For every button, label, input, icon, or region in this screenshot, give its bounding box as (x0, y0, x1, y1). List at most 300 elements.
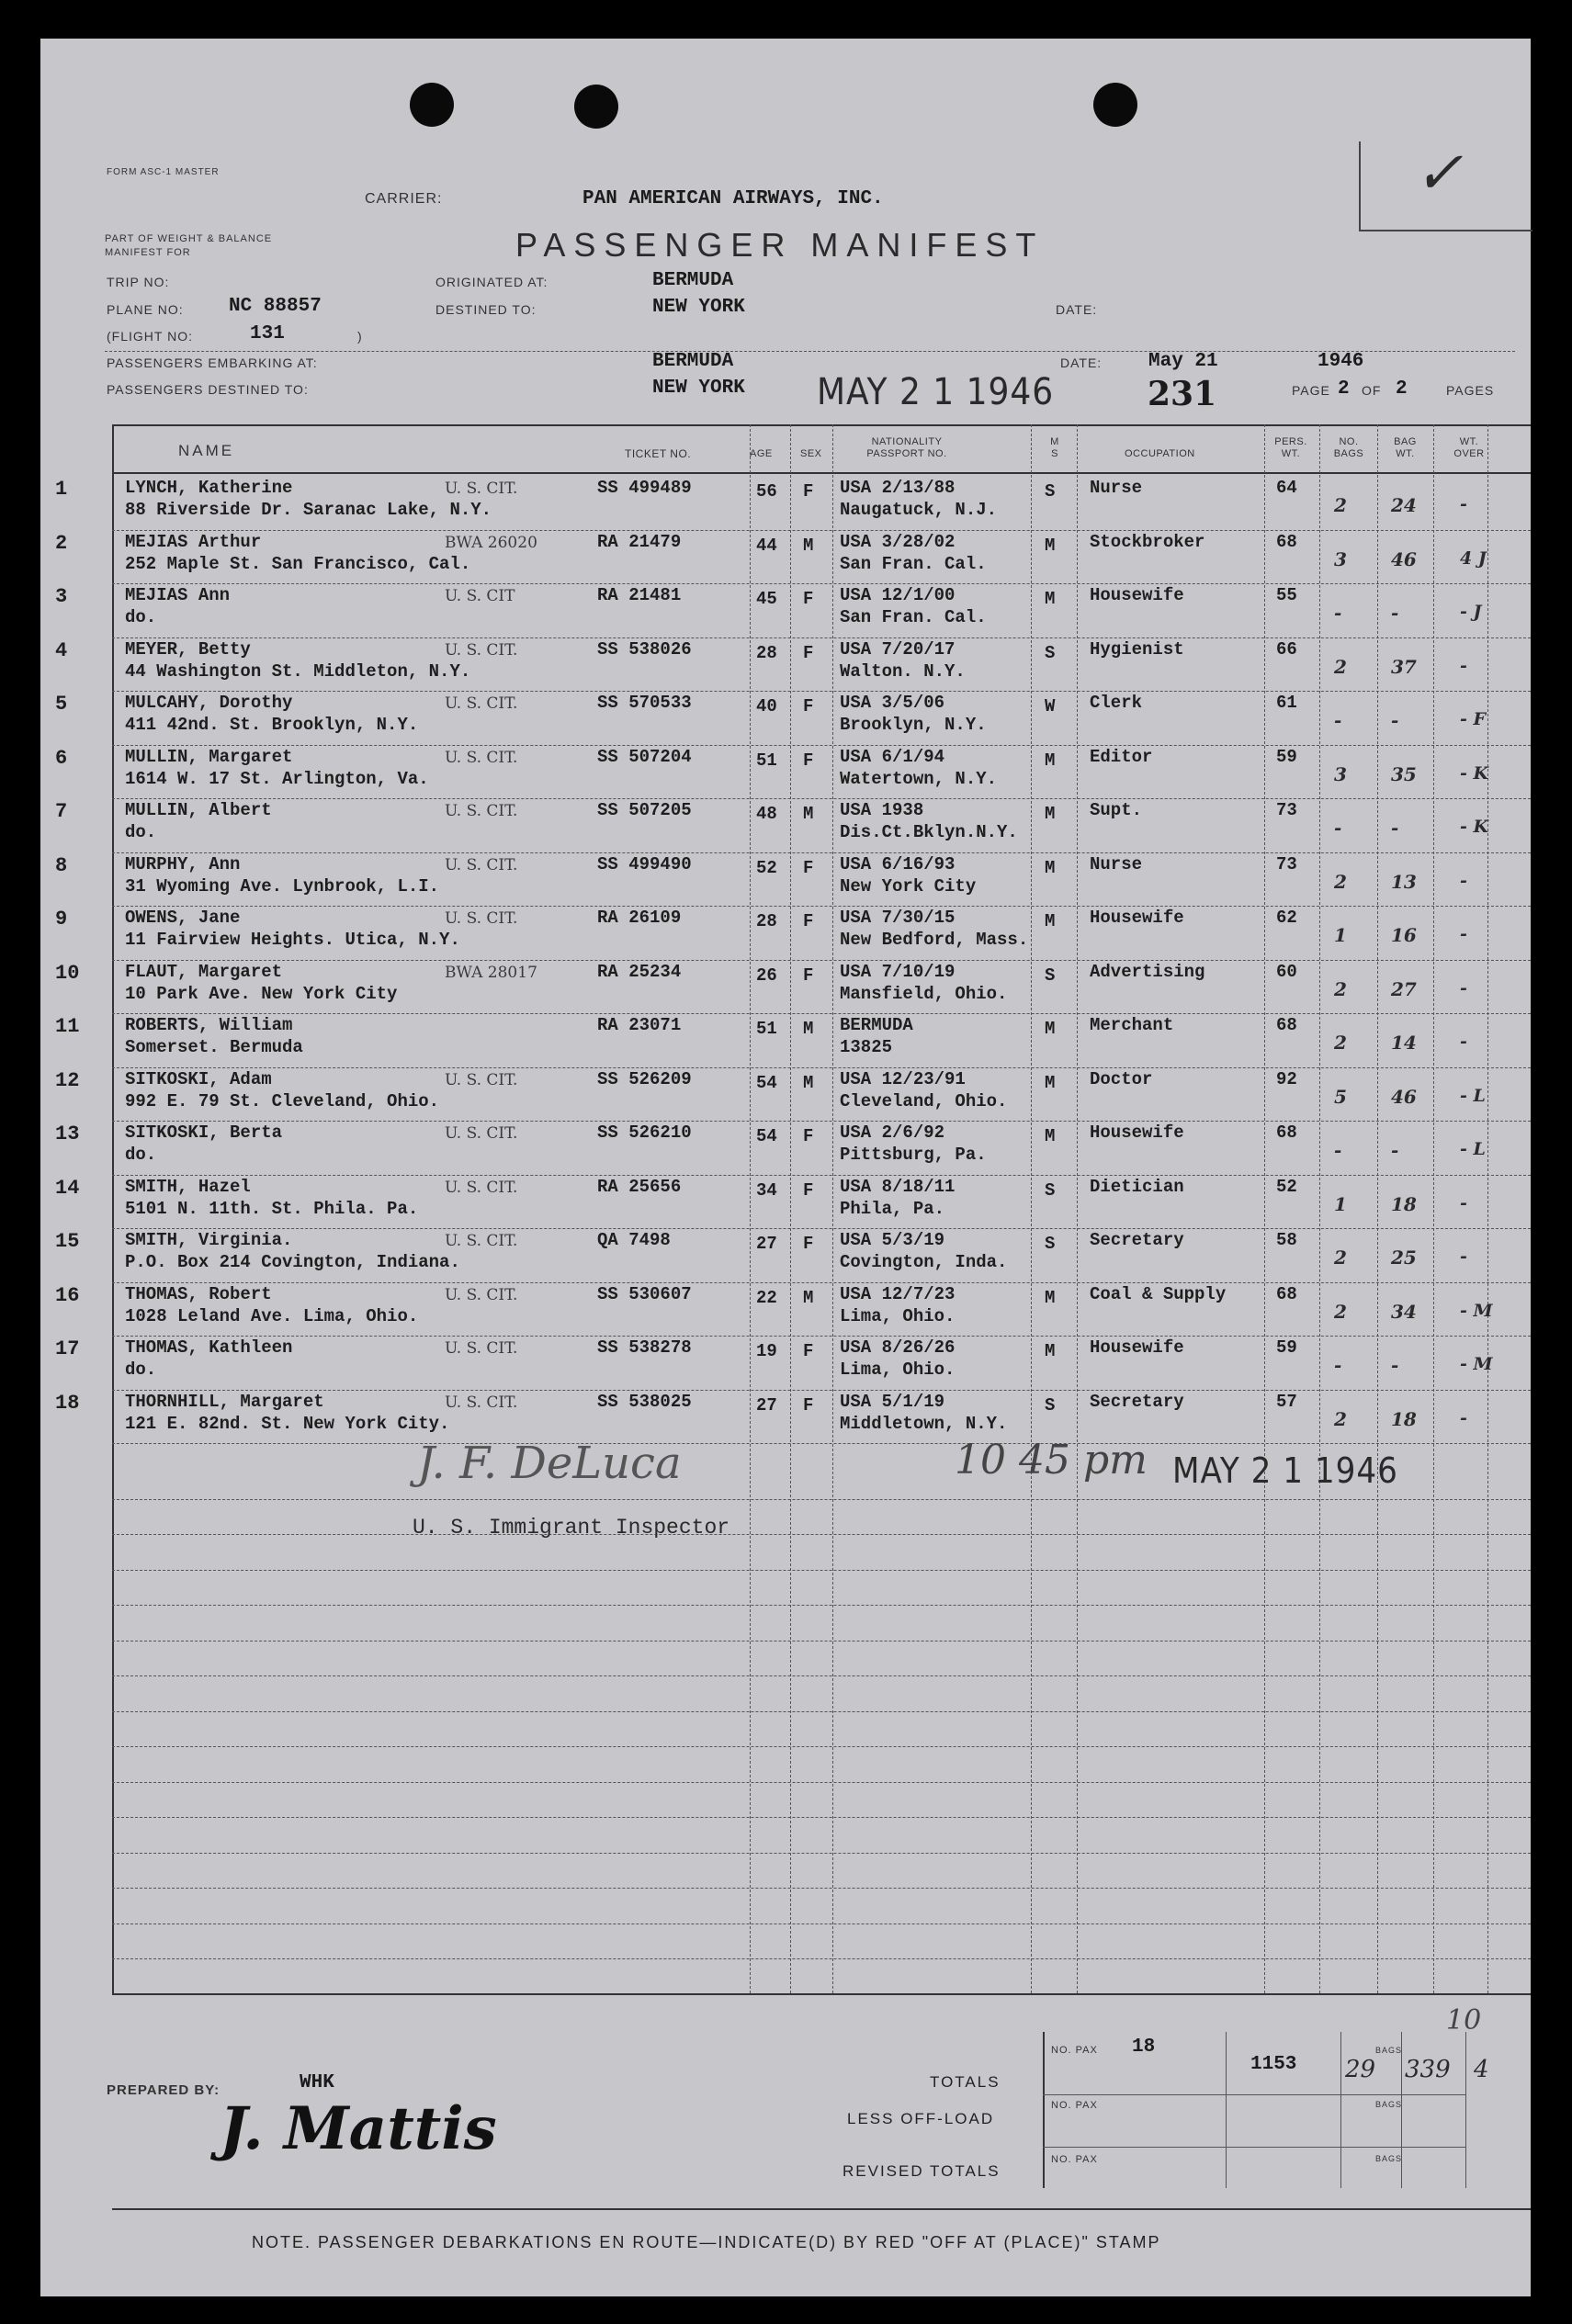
of-value: 2 (1396, 378, 1408, 400)
sex: F (803, 642, 814, 663)
row-rule (112, 583, 1531, 584)
table-row (40, 639, 1531, 693)
occupation: Stockbroker (1090, 531, 1205, 552)
birthplace: Mansfield, Ohio. (840, 983, 1008, 1004)
occupation: Coal & Supply (1090, 1283, 1227, 1304)
age: 27 (756, 1394, 777, 1416)
age: 48 (756, 804, 777, 824)
row-rule (112, 637, 1531, 638)
passenger-address: 252 Maple St. San Francisco, Cal. (125, 553, 471, 574)
row-rule (112, 1067, 1531, 1068)
citizenship-note: BWA 28017 (445, 963, 537, 982)
inspector-title: U. S. Immigrant Inspector (413, 1516, 730, 1540)
occupation: Secretary (1090, 1391, 1184, 1412)
age: 28 (756, 911, 777, 931)
ticket-number: RA 21481 (597, 585, 682, 605)
bag-weight: 24 (1391, 494, 1417, 516)
sex: F (803, 589, 814, 609)
row-number: 13 (55, 1123, 80, 1145)
birthplace: Lima, Ohio. (840, 1359, 956, 1380)
passenger-name: MURPHY, Ann (125, 853, 241, 874)
weight-over: - L (1460, 1085, 1486, 1106)
page-title: PASSENGER MANIFEST (515, 226, 1045, 264)
row-rule (112, 530, 1531, 531)
sex: F (803, 750, 814, 771)
passenger-address: 10 Park Ave. New York City (125, 983, 398, 1004)
marital-status: S (1045, 642, 1056, 663)
bag-weight: 18 (1391, 1192, 1417, 1215)
ticket-number: SS 538026 (597, 638, 692, 660)
weight-over: - (1460, 494, 1467, 514)
total-weight: 1153 (1250, 2054, 1297, 2075)
col-header-name: NAME (178, 442, 235, 459)
bag-weight: - (1391, 709, 1399, 731)
totals-label: TOTALS (930, 2073, 1001, 2091)
sex: F (803, 1179, 814, 1201)
trip-no-label: TRIP NO: (107, 275, 170, 289)
sex: F (803, 857, 814, 878)
bag-weight-total: 339 (1405, 2056, 1451, 2083)
birthplace: Pittsburg, Pa. (840, 1145, 987, 1165)
plane-no-label: PLANE NO: (107, 302, 184, 317)
row-number: 3 (55, 585, 68, 608)
row-number: 15 (55, 1230, 80, 1253)
citizenship-note: U. S. CIT (445, 587, 515, 605)
punch-hole (1093, 83, 1137, 127)
age: 22 (756, 1287, 777, 1308)
row-rule (112, 798, 1531, 799)
passenger-name: FLAUT, Margaret (125, 961, 283, 982)
citizenship-note: U. S. CIT. (445, 1070, 518, 1089)
number-of-bags: 2 (1334, 494, 1347, 516)
totals-col-line (1226, 2032, 1227, 2188)
table-row (40, 1123, 1531, 1176)
totals-top-rule (112, 1993, 1531, 1995)
col-header-age: AGE (750, 448, 773, 459)
sex: F (803, 696, 814, 716)
sex: F (803, 1341, 814, 1361)
row-rule (112, 1390, 1531, 1391)
row-rule (112, 1121, 1531, 1122)
birthplace: Watertown, N.Y. (840, 768, 998, 789)
row-rule (112, 960, 1531, 961)
weight-over: - J (1460, 602, 1482, 622)
marital-status: M (1045, 589, 1056, 609)
number-of-bags: 1 (1334, 1192, 1347, 1215)
birthplace: San Fran. Cal. (840, 607, 987, 627)
weight-over: - (1460, 870, 1467, 891)
passenger-name: THOMAS, Robert (125, 1283, 272, 1304)
personal-weight: 55 (1276, 585, 1297, 605)
bag-weight: 37 (1391, 655, 1417, 678)
birthplace: San Fran. Cal. (840, 553, 987, 574)
ticket-number: SS 507205 (597, 800, 692, 820)
prepared-by-label: PREPARED BY: (107, 2082, 221, 2098)
table-row (40, 1337, 1531, 1391)
over-total: 4 (1474, 2056, 1489, 2083)
footer-note: NOTE. PASSENGER DEBARKATIONS EN ROUTE—INDICATE(D) BY RED "OFF AT (PLACE)" STAMP (252, 2233, 1161, 2251)
bags-label-2: BAGS (1375, 2100, 1403, 2109)
bags-label-3: BAGS (1375, 2154, 1403, 2163)
occupation: Supt. (1090, 800, 1143, 820)
pages-label: PAGES (1446, 383, 1495, 398)
embarking-value: BERMUDA (652, 351, 734, 372)
passenger-address: 1614 W. 17 St. Arlington, Va. (125, 768, 429, 789)
sex: M (803, 1019, 814, 1039)
weight-over: - (1460, 1247, 1467, 1267)
weight-over: - (1460, 1407, 1467, 1428)
personal-weight: 59 (1276, 1337, 1297, 1358)
personal-weight: 68 (1276, 531, 1297, 552)
number-of-bags: 5 (1334, 1085, 1347, 1108)
passenger-name: THORNHILL, Margaret (125, 1391, 324, 1412)
number-of-bags: 2 (1334, 655, 1347, 678)
passenger-name: MULCAHY, Dorothy (125, 693, 293, 713)
passenger-address: 5101 N. 11th. St. Phila. Pa. (125, 1198, 419, 1219)
birthplace: New Bedford, Mass. (840, 930, 1029, 950)
personal-weight: 73 (1276, 853, 1297, 874)
sex: F (803, 481, 814, 502)
ticket-number: SS 499489 (597, 478, 692, 498)
number-of-bags: 3 (1334, 762, 1347, 785)
citizenship-note: U. S. CIT. (445, 855, 518, 874)
bag-weight: 34 (1391, 1300, 1417, 1323)
passenger-name: MEJIAS Arthur (125, 531, 262, 552)
manifest-for-label: MANIFEST FOR (105, 247, 191, 258)
sex: F (803, 965, 814, 986)
sex: M (803, 1072, 814, 1093)
weight-over: - (1460, 977, 1467, 998)
nationality-passport: USA 12/7/23 (840, 1283, 956, 1304)
marital-status: S (1045, 1179, 1056, 1201)
carrier-label: CARRIER: (365, 191, 443, 207)
col-header-bag-wt: BAG WT. (1394, 436, 1417, 459)
sex: F (803, 1234, 814, 1254)
punch-hole (574, 85, 618, 129)
age: 56 (756, 481, 777, 502)
weight-over: - K (1460, 817, 1489, 837)
passenger-name: THOMAS, Kathleen (125, 1337, 293, 1358)
citizenship-note: U. S. CIT. (445, 1124, 518, 1143)
marital-status: M (1045, 1287, 1056, 1308)
weight-over: - F (1460, 709, 1486, 729)
marital-status: S (1045, 1394, 1056, 1416)
ticket-number: RA 25656 (597, 1176, 682, 1197)
prepared-by-signature: J. Mattis (220, 2094, 497, 2163)
nationality-passport: USA 7/30/15 (840, 908, 956, 928)
originated-value: BERMUDA (652, 270, 734, 291)
totals-col-line (1340, 2032, 1341, 2188)
totals-rule (1043, 2147, 1465, 2148)
age: 26 (756, 965, 777, 986)
ticket-number: SS 538025 (597, 1391, 692, 1412)
occupation: Hygienist (1090, 638, 1184, 660)
number-of-bags: 2 (1334, 1300, 1347, 1323)
bag-weight: 13 (1391, 870, 1417, 893)
totals-col-line (1401, 2032, 1402, 2188)
table-row (40, 478, 1531, 531)
birthplace: Middletown, N.Y. (840, 1413, 1008, 1434)
occupation: Nurse (1090, 853, 1143, 874)
blank-row-rule (112, 1605, 1531, 1606)
revised-totals-label: REVISED TOTALS (843, 2162, 1001, 2180)
passenger-address: 1028 Leland Ave. Lima, Ohio. (125, 1305, 419, 1326)
nationality-passport: USA 2/6/92 (840, 1123, 945, 1143)
nationality-passport: USA 8/26/26 (840, 1337, 956, 1358)
age: 40 (756, 696, 777, 716)
destined-value: NEW YORK (652, 297, 745, 318)
sex: F (803, 911, 814, 931)
sex: F (803, 1126, 814, 1146)
table-top-rule (112, 424, 1531, 426)
birthplace: Phila, Pa. (840, 1198, 945, 1219)
destined-label: DESTINED TO: (435, 302, 537, 317)
passenger-address: 411 42nd. St. Brooklyn, N.Y. (125, 715, 419, 735)
age: 27 (756, 1234, 777, 1254)
ticket-number: SS 499490 (597, 853, 692, 874)
ticket-number: RA 21479 (597, 531, 682, 552)
col-header-occupation: OCCUPATION (1125, 448, 1195, 459)
weight-over: 4 J (1460, 547, 1487, 569)
embarking-label: PASSENGERS EMBARKING AT: (107, 355, 318, 370)
destined-passengers-label: PASSENGERS DESTINED TO: (107, 382, 309, 397)
number-of-bags: - (1334, 1139, 1342, 1161)
occupation: Housewife (1090, 1123, 1184, 1143)
bags-total: 29 (1345, 2056, 1376, 2083)
row-number: 16 (55, 1283, 80, 1307)
col-header-nationality: NATIONALITY PASSPORT NO. (866, 436, 947, 459)
passenger-name: MULLIN, Margaret (125, 746, 293, 767)
bag-weight: - (1391, 817, 1399, 839)
footer-rule (112, 2208, 1531, 2210)
blank-row-rule (112, 1534, 1531, 1535)
occupation: Nurse (1090, 478, 1143, 498)
marital-status: M (1045, 804, 1056, 824)
number-of-bags: 2 (1334, 1407, 1347, 1430)
divider (105, 351, 1515, 352)
passenger-address: 11 Fairview Heights. Utica, N.Y. (125, 930, 460, 950)
birthplace: 13825 (840, 1037, 893, 1057)
blank-row-rule (112, 1711, 1531, 1712)
less-offload-label: LESS OFF-LOAD (847, 2110, 995, 2127)
no-pax-value: 18 (1132, 2036, 1156, 2058)
row-number: 12 (55, 1068, 80, 1092)
destined-passengers-value: NEW YORK (652, 378, 745, 399)
nationality-passport: USA 6/1/94 (840, 746, 945, 767)
passenger-name: MEJIAS Ann (125, 585, 231, 605)
personal-weight: 68 (1276, 1123, 1297, 1143)
table-header-rule (112, 472, 1531, 474)
bags-label: BAGS (1375, 2046, 1403, 2055)
occupation: Merchant (1090, 1015, 1174, 1035)
bag-weight: 46 (1391, 1085, 1417, 1108)
marital-status: M (1045, 1341, 1056, 1361)
occupation: Doctor (1090, 1068, 1153, 1089)
passenger-name: SMITH, Virginia. (125, 1230, 293, 1250)
nationality-passport: USA 7/20/17 (840, 638, 956, 660)
weight-over: - M (1460, 1354, 1493, 1374)
prepared-by-initials: WHK (300, 2072, 334, 2093)
sex: M (803, 535, 814, 556)
marital-status: S (1045, 1234, 1056, 1254)
ticket-number: SS 507204 (597, 746, 692, 767)
ticket-number: SS 526209 (597, 1068, 692, 1089)
personal-weight: 66 (1276, 638, 1297, 660)
occupation: Housewife (1090, 1337, 1184, 1358)
birthplace: Dis.Ct.Bklyn.N.Y. (840, 822, 1018, 842)
marital-status: S (1045, 481, 1056, 502)
blank-row-rule (112, 1888, 1531, 1889)
personal-weight: 64 (1276, 478, 1297, 498)
row-rule (112, 1443, 1531, 1444)
personal-weight: 57 (1276, 1391, 1297, 1412)
nationality-passport: USA 3/28/02 (840, 531, 956, 552)
sex: F (803, 1394, 814, 1416)
occupation: Housewife (1090, 908, 1184, 928)
check-mark: ✓ (1414, 140, 1464, 208)
bag-weight: 14 (1391, 1032, 1417, 1054)
totals-col-line (1465, 2032, 1466, 2188)
row-number: 14 (55, 1176, 80, 1200)
marital-status: M (1045, 535, 1056, 556)
citizenship-note: BWA 26020 (445, 533, 537, 552)
passenger-name: LYNCH, Katherine (125, 478, 293, 498)
occupation: Clerk (1090, 693, 1143, 713)
inspection-time: 10 45 pm (955, 1437, 1148, 1484)
flight-no-close: ) (357, 329, 363, 344)
number-of-bags: - (1334, 709, 1342, 731)
occupation: Secretary (1090, 1230, 1184, 1250)
citizenship-note: U. S. CIT. (445, 748, 518, 767)
passenger-address: do. (125, 1145, 157, 1165)
weight-over: - (1460, 924, 1467, 944)
punch-hole (410, 83, 454, 127)
row-rule (112, 1336, 1531, 1337)
page-value: 2 (1338, 378, 1350, 400)
birthplace: New York City (840, 875, 977, 897)
personal-weight: 60 (1276, 961, 1297, 982)
manifest-sheet (40, 39, 1531, 2296)
occupation: Editor (1090, 746, 1153, 767)
age: 19 (756, 1341, 777, 1361)
citizenship-note: U. S. CIT. (445, 1339, 518, 1358)
ticket-number: SS 570533 (597, 693, 692, 713)
bag-weight: 16 (1391, 924, 1417, 946)
citizenship-note: U. S. CIT. (445, 694, 518, 713)
margin-note: 10 (1446, 2004, 1482, 2036)
age: 34 (756, 1179, 777, 1201)
row-number: 11 (55, 1015, 80, 1038)
passenger-address: do. (125, 1359, 157, 1380)
ticket-number: SS 526210 (597, 1123, 692, 1143)
table-row (40, 1177, 1531, 1230)
marital-status: W (1045, 696, 1056, 716)
nationality-passport: USA 8/18/11 (840, 1176, 956, 1197)
bag-weight: - (1391, 1354, 1399, 1376)
passenger-name: OWENS, Jane (125, 908, 241, 928)
bag-weight: 18 (1391, 1407, 1417, 1430)
age: 52 (756, 857, 777, 878)
citizenship-note: U. S. CIT. (445, 802, 518, 820)
ticket-number: SS 538278 (597, 1337, 692, 1358)
col-header-wt-over: WT. OVER (1453, 436, 1485, 459)
ticket-number: SS 530607 (597, 1283, 692, 1304)
col-header-ticket: TICKET NO. (625, 447, 692, 460)
table-row (40, 908, 1531, 961)
year-value: 1946 (1318, 351, 1364, 372)
passenger-address: do. (125, 822, 157, 842)
number-of-bags: 2 (1334, 977, 1347, 1000)
number-of-bags: - (1334, 602, 1342, 624)
row-number: 18 (55, 1391, 80, 1415)
bag-weight: 25 (1391, 1247, 1417, 1269)
table-row (40, 1230, 1531, 1283)
passenger-name: MULLIN, Albert (125, 800, 272, 820)
passenger-address: 88 Riverside Dr. Saranac Lake, N.Y. (125, 500, 492, 520)
flight-no-value: 131 (250, 323, 285, 344)
table-row (40, 854, 1531, 908)
sex: M (803, 1287, 814, 1308)
personal-weight: 52 (1276, 1176, 1297, 1197)
bag-weight: 27 (1391, 977, 1417, 1000)
date-label: DATE: (1056, 302, 1098, 317)
nationality-passport: USA 2/13/88 (840, 478, 956, 498)
plane-no-value: NC 88857 (229, 296, 322, 317)
blank-row-rule (112, 1499, 1531, 1500)
marital-status: M (1045, 857, 1056, 878)
age: 44 (756, 535, 777, 556)
bag-weight: 46 (1391, 547, 1417, 570)
age: 51 (756, 750, 777, 771)
passenger-address: Somerset. Bermuda (125, 1037, 303, 1057)
table-row (40, 1015, 1531, 1068)
nationality-passport: USA 6/16/93 (840, 853, 956, 874)
date-label-2: DATE: (1060, 355, 1103, 370)
table-row (40, 532, 1531, 585)
number-of-bags: 1 (1334, 924, 1347, 946)
row-number: 7 (55, 800, 68, 823)
citizenship-note: U. S. CIT. (445, 1232, 518, 1250)
totals-rule (1043, 2094, 1465, 2095)
personal-weight: 61 (1276, 693, 1297, 713)
age: 28 (756, 642, 777, 663)
age: 51 (756, 1019, 777, 1039)
table-row (40, 747, 1531, 800)
no-pax-label: NO. PAX (1051, 2045, 1098, 2056)
citizenship-note: U. S. CIT. (445, 1285, 518, 1304)
marital-status: M (1045, 1072, 1056, 1093)
personal-weight: 59 (1276, 746, 1297, 767)
blank-row-rule (112, 1817, 1531, 1818)
birthplace: Brooklyn, N.Y. (840, 715, 987, 735)
table-row (40, 585, 1531, 638)
inspection-date-stamp: MAY 2 1 1946 (1172, 1450, 1398, 1491)
passenger-name: MEYER, Betty (125, 638, 251, 660)
passenger-address: P.O. Box 214 Covington, Indiana. (125, 1252, 460, 1272)
age: 54 (756, 1072, 777, 1093)
date-value: May 21 (1148, 351, 1218, 372)
marital-status: M (1045, 1019, 1056, 1039)
citizenship-note: U. S. CIT. (445, 909, 518, 928)
weight-over: - (1460, 655, 1467, 676)
passenger-name: SITKOSKI, Adam (125, 1068, 272, 1089)
col-header-no-bags: NO. BAGS (1333, 436, 1364, 459)
number-of-bags: - (1334, 817, 1342, 839)
birthplace: Cleveland, Ohio. (840, 1090, 1008, 1111)
manifest-number: 231 (1148, 375, 1217, 413)
nationality-passport: USA 3/5/06 (840, 693, 945, 713)
citizenship-note: U. S. CIT. (445, 479, 518, 498)
